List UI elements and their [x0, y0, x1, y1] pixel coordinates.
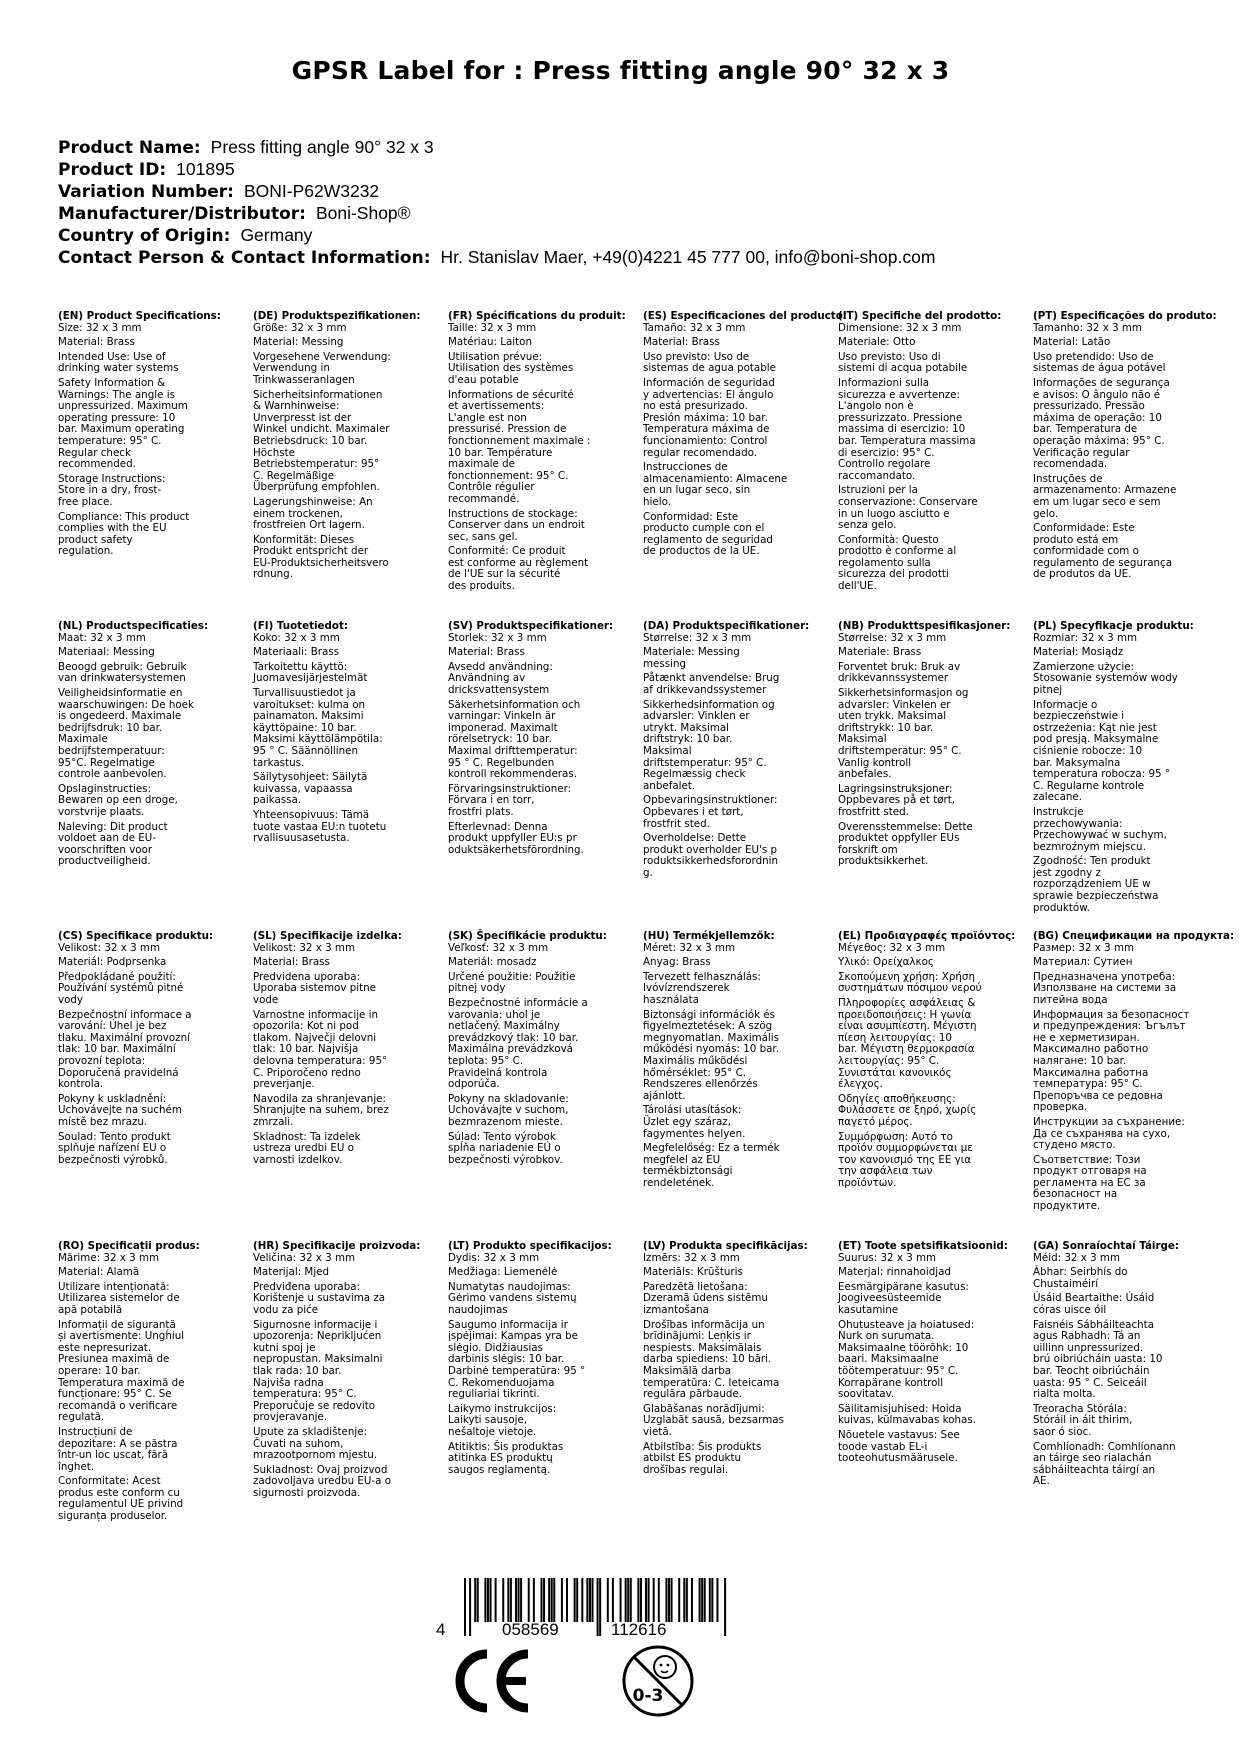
spec-paragraph: Opslaginstructies: Bewaren op een droge, vorstvrije plaats.	[58, 782, 178, 818]
spec-paragraph: Förvaringsinstruktioner: Förvara i en torr, frostfri plats.	[448, 782, 572, 818]
barcode-bar	[574, 1578, 576, 1622]
barcode-bar	[543, 1578, 545, 1622]
spec-heading: (SK) Špecifikácie produktu:	[448, 930, 607, 942]
spec-heading: (LV) Produkta specifikācijas:	[643, 1240, 808, 1252]
spec-paragraph: Zgodność: Ten produkt jest zgodny z rozporządzeniem UE w sprawie bezpieczeństwa produktów.	[1033, 855, 1159, 914]
spec-block	[253, 621, 445, 848]
spec-block	[838, 621, 1030, 871]
spec-heading: (GA) Sonraíochtaí Táirge:	[1033, 1240, 1180, 1252]
barcode-bar	[510, 1578, 512, 1622]
spec-paragraph: Laikymo instrukcijos: Laikyti sausoje, nešaltoje vietoje.	[448, 1402, 557, 1438]
spec-paragraph: Maat: 32 x 3 mm	[58, 631, 146, 644]
spec-paragraph: Materiál: mosadz	[448, 956, 537, 969]
spec-heading: (HU) Termékjellemzők:	[643, 930, 775, 942]
spec-block	[838, 1241, 1030, 1468]
spec-block	[1033, 621, 1225, 917]
spec-paragraph: Påtænkt anvendelse: Brug af drikkevandssystemer	[643, 672, 780, 696]
spec-paragraph: Storlek: 32 x 3 mm	[448, 631, 547, 644]
spec-heading: (SV) Produktspecifikationer:	[448, 620, 614, 632]
spec-paragraph: Materiaal: Messing	[58, 646, 155, 659]
spec-paragraph: Información de seguridad y advertencias: El ángulo no está presurizado. Presión máxima: 10 bar. Temperatura máxima de funcionamiento: Control regular recomendado.	[643, 376, 775, 459]
spec-paragraph: Pokyny na skladovanie: Uchovávajte v suchom, bezmrazenom mieste.	[448, 1092, 569, 1128]
spec-block	[448, 1241, 640, 1479]
spec-heading: (NB) Produkttspesifikasjoner:	[838, 620, 1011, 632]
spec-block	[448, 621, 640, 859]
info-label: Product Name:	[58, 138, 201, 158]
spec-paragraph: Instrucțiuni de depozitare: A se păstra într-un loc uscat, fără înghet.	[58, 1425, 178, 1473]
info-label: Variation Number:	[58, 182, 234, 202]
spec-paragraph: Veiligheidsinformatie en waarschuwingen: De hoek is ongedeerd. Maximale bedrijfsdruk: 10 bar. Maximale bedrijfstemperatuur: 95°C. Regelmatige controle aanbevolen.	[58, 686, 194, 781]
spec-paragraph: Sicherheitsinformationen & Warnhinweise: Unverpresst ist der Winkel undicht. Maximaler Betriebsdruck: 10 bar. Höchste Betriebstemperatur: 95° C. Regelmäßige Überprüfung empfohlen.	[253, 388, 390, 494]
spec-heading: (RO) Specificații produs:	[58, 1240, 200, 1252]
spec-paragraph: Konformität: Dieses Produkt entspricht der EU-Produktsicherheitsvero rdnung.	[253, 533, 389, 581]
spec-paragraph: Předpokládané použití: Používání systémů pitné vody	[58, 970, 184, 1006]
spec-paragraph: Conformité: Ce produit est conforme au règlement de l'UE sur la sécurité des produits.	[448, 545, 589, 593]
spec-paragraph: Säilytysohjeet: Säilytä kuivassa, vapaassa paikassa.	[253, 771, 368, 807]
spec-paragraph: Utilizare intenționată: Utilizarea sistemelor de apă potabilă	[58, 1280, 180, 1316]
spec-paragraph: Úsáid Beartaithe: Úsáid córas uisce óil	[1033, 1292, 1155, 1316]
barcode-bar	[671, 1578, 673, 1622]
info-value: BONI-P62W3232	[243, 181, 380, 201]
spec-paragraph: Σκοπούμενη χρήση: Χρήση συστημάτων πόσιμου νερού	[838, 970, 982, 995]
barcode-bar	[589, 1578, 591, 1622]
spec-paragraph: Material: Latão	[1033, 336, 1111, 349]
spec-paragraph: Πληροφορίες ασφάλειας & προειδοποιήσεις: Η γωνία είναι ασυμπίεστη. Μέγιστη πίεση λειτουργίας: 10 bar. Μέγιστη θερμοκρασία λειτουργίας: 95° C. Συνιστάται κανονικός έλεγχος.	[838, 996, 977, 1091]
spec-paragraph: Megfelelőség: Ez a termék megfelel az EU termékbiztonsági rendeletének.	[643, 1142, 780, 1189]
spec-paragraph: Tervezett felhasználás: Ivóvízrendszerek használata	[643, 970, 761, 1006]
barcode-bar	[502, 1578, 504, 1622]
spec-paragraph: Lagringsinstruksjoner: Oppbevares på et tørt, frostfritt sted.	[838, 782, 956, 818]
spec-paragraph: Medžiaga: Liemenėlė	[448, 1266, 558, 1279]
barcode-bar	[716, 1578, 718, 1622]
barcode-bar	[653, 1578, 655, 1622]
spec-paragraph: Beoogd gebruik: Gebruik van drinkwatersystemen	[58, 660, 187, 685]
barcode-bar	[701, 1578, 703, 1622]
info-label: Contact Person & Contact Information:	[58, 248, 431, 268]
barcode-bars	[436, 1578, 736, 1638]
info-row	[58, 247, 935, 269]
barcode-bar	[612, 1578, 614, 1622]
spec-paragraph: Veľkosť: 32 x 3 mm	[448, 941, 549, 954]
spec-block	[253, 931, 445, 1169]
spec-paragraph: Drošības informācija un brīdinājumi: Leņķis ir nespiests. Maksimālais darba spiediens: 10 bāri. Maksimālā darba temperatūra: C. Ieteicama regulāra pārbaude.	[643, 1318, 780, 1401]
spec-paragraph: Instruções de armazenamento: Armazene em um lugar seco e sem gelo.	[1033, 472, 1177, 520]
spec-paragraph: Material: Brass	[448, 646, 525, 659]
barcode-bar	[487, 1578, 489, 1622]
spec-block	[643, 931, 835, 1192]
spec-paragraph: Uso pretendido: Uso de sistemas de água potável	[1033, 350, 1166, 375]
barcode-bar	[484, 1578, 486, 1622]
age-warning-label: 0-3	[632, 1686, 664, 1706]
spec-paragraph: Dimensione: 32 x 3 mm	[838, 321, 962, 334]
spec-heading: (EN) Product Specifications:	[58, 310, 221, 322]
spec-paragraph: Materiale: Brass	[838, 646, 922, 659]
spec-paragraph: Izmērs: 32 x 3 mm	[643, 1251, 740, 1264]
spec-heading: (IT) Specifiche del prodotto:	[838, 310, 1002, 322]
spec-block	[643, 621, 835, 882]
spec-paragraph: Informazioni sulla sicurezza e avvertenze: L'angolo non è pressurizzato. Pressione massima di esercizio: 10 bar. Temperatura massima di esercizio: 95° C. Controllo regolare raccomandato.	[838, 376, 976, 482]
spec-paragraph: Rozmiar: 32 x 3 mm	[1033, 631, 1138, 644]
spec-block	[448, 931, 640, 1169]
barcode-bar	[648, 1578, 650, 1622]
spec-paragraph: Uso previsto: Uso di sistemi di acqua potabile	[838, 350, 968, 375]
spec-paragraph: Conformidade: Este produto está em conformidade com o regulamento de segurança de produtos da UE.	[1033, 522, 1173, 581]
spec-paragraph: Overensstemmelse: Dette produktet oppfyller EUs forskrift om produktsikkerhet.	[838, 820, 973, 868]
spec-heading: (ET) Toote spetsifikatsioonid:	[838, 1240, 1008, 1252]
spec-paragraph: Materiaali: Brass	[253, 646, 340, 659]
spec-paragraph: Pokyny k uskladnění: Uchovávejte na suchém místě bez mrazu.	[58, 1092, 182, 1128]
spec-paragraph: Sukladnost: Ovaj proizvod zadovoljava uredbu EU-a o sigurnosti proizvoda.	[253, 1463, 392, 1499]
spec-paragraph: Suurus: 32 x 3 mm	[838, 1251, 937, 1264]
spec-paragraph: Overholdelse: Dette produkt overholder EU's p roduktsikkerhedsforordnin g.	[643, 832, 779, 879]
spec-paragraph: Информация за безопасност и предупреждения: Ъгълът не е херметизиран. Максимално работно налягане: 10 bar. Максимална работна температура: 95° C. Препоръчва се редовна проверка.	[1033, 1008, 1190, 1114]
spec-paragraph: Skladnost: Ta izdelek ustreza uredbi EU o varnosti izdelkov.	[253, 1130, 361, 1166]
info-row	[58, 159, 935, 181]
spec-paragraph: Materijal: Mjed	[253, 1266, 330, 1279]
spec-paragraph: Οδηγίες αποθήκευσης: Φυλάσσετε σε ξηρό, χωρίς παγετό μέρος.	[838, 1092, 977, 1128]
spec-paragraph: Materiał: Mosiądz	[1033, 646, 1124, 659]
spec-paragraph: Glabāšanas norādījumi: Uzglabāt sausā, bezsarmas vietā.	[643, 1402, 784, 1438]
barcode-bar	[620, 1578, 622, 1622]
spec-paragraph: Velikost: 32 x 3 mm	[253, 941, 355, 954]
spec-paragraph: Súlad: Tento výrobok spĺňa nariadenie EÚ o bezpečnosti výrobkov.	[448, 1130, 563, 1166]
spec-paragraph: Safety Information & Warnings: The angle is unpressurized. Maximum operating pressure: 10 bar. Maximum operating temperature: 95° C. Regular check recommended.	[58, 376, 188, 471]
barcode-bar	[637, 1578, 639, 1622]
barcode-bar	[724, 1578, 726, 1636]
spec-paragraph: Treoracha Stórála: Stóráil in áit thirim, saor ó sioc.	[1033, 1402, 1133, 1438]
spec-paragraph: Faisnéis Sábháilteachta agus Rabhadh: Tá an uillinn unpressurized. brú oibriúcháin uasta: 10 bar. Teocht oibriúcháin uasta: 95 ° C. Seiceáil rialta molta.	[1033, 1318, 1163, 1401]
spec-paragraph: Turvallisuustiedot ja varoitukset: kulma on painamaton. Maksimi käyttöpaine: 10 bar. Maksimi käyttölämpötila: 95 ° C. Säännöllinen tarkastus.	[253, 686, 383, 769]
spec-heading: (NL) Productspecificaties:	[58, 620, 209, 632]
spec-paragraph: Mărime: 32 x 3 mm	[58, 1251, 160, 1264]
barcode-bar	[658, 1578, 660, 1622]
spec-paragraph: Predviđena uporaba: Korištenje u sustavima za vodu za piće	[253, 1280, 386, 1316]
spec-paragraph: Soulad: Tento produkt splňuje nařízení EU o bezpečnosti výrobků.	[58, 1130, 171, 1166]
spec-paragraph: Velikost: 32 x 3 mm	[58, 941, 160, 954]
barcode-bar	[607, 1578, 609, 1622]
spec-paragraph: Sikkerhetsinformasjon og advarsler: Vinkelen er uten trykk. Maksimal driftstrykk: 10 bar. Maksimal driftstemperatur: 95° C. Vanlig kontroll anbefales.	[838, 686, 969, 781]
barcode-bar	[592, 1578, 594, 1622]
barcode-bar	[548, 1578, 550, 1622]
info-row	[58, 225, 935, 247]
spec-paragraph: Tárolási utasítások: Üzlet egy száraz, fagymentes helyen.	[643, 1104, 746, 1140]
spec-paragraph: Méid: 32 x 3 mm	[1033, 1251, 1120, 1264]
spec-paragraph: Biztonsági információk és figyelmeztetések: A szög megnyomatlan. Maximális működési nyomás: 10 bar. Maximális működési hőmérséklet: 95° C. Rendszeres ellenőrzés ajánlott.	[643, 1008, 780, 1102]
spec-heading: (SL) Specifikacije izdelka:	[253, 930, 402, 942]
spec-paragraph: Istruzioni per la conservazione: Conservare in un luogo asciutto e senza gelo.	[838, 484, 978, 532]
spec-paragraph: Comhlíonadh: Comhlíonann an táirge seo rialachán sábháilteachta táirgí an AE.	[1033, 1440, 1176, 1488]
spec-block	[58, 311, 250, 561]
spec-paragraph: Numatytas naudojimas: Gėrimo vandens sistemų naudojimas	[448, 1280, 577, 1316]
spec-paragraph: Instructions de stockage: Conserver dans un endroit sec, sans gel.	[448, 507, 585, 543]
spec-heading: (BG) Спецификации на продукта:	[1033, 930, 1235, 942]
spec-paragraph: Материал: Сутиен	[1033, 956, 1133, 969]
info-value: 101895	[176, 159, 235, 179]
ce-mark-icon	[450, 1646, 535, 1716]
barcode-bar	[464, 1578, 466, 1636]
barcode-bar	[566, 1578, 568, 1622]
spec-heading: (CS) Specifikace produktu:	[58, 930, 214, 942]
barcode-bar	[599, 1578, 601, 1636]
spec-paragraph: Bezpečnostné informácie a varovania: uhol je netlačený. Maximálny prevádzkový tlak: 10 bar. Maximálna prevádzková teplota: 95° C. Pravidelná kontrola odporúča.	[448, 996, 588, 1091]
spec-paragraph: Atbilstība: Šis produkts atbilst ES produktu drošības regulai.	[643, 1440, 762, 1476]
barcode-bar	[474, 1578, 476, 1622]
spec-paragraph: Materjal: rinnahoidjad	[838, 1266, 951, 1279]
spec-paragraph: Größe: 32 x 3 mm	[253, 321, 347, 334]
spec-block	[838, 311, 1030, 596]
spec-grid	[58, 311, 1233, 1521]
barcode-bar	[668, 1578, 670, 1622]
spec-paragraph: Bezpečnostní informace a varování: Úhel je bez tlaku. Maximální provozní tlak: 10 bar. Maximální provozní teplota: Doporučená pravidelná kontrola.	[58, 1008, 192, 1091]
barcode-digits-left: 058569	[502, 1620, 559, 1639]
spec-paragraph: Υλικό: Ορείχαλκος	[838, 956, 934, 969]
spec-paragraph: Matériau: Laiton	[448, 336, 533, 349]
barcode-bar	[686, 1578, 688, 1622]
spec-paragraph: Méret: 32 x 3 mm	[643, 941, 735, 954]
spec-block	[58, 931, 250, 1169]
spec-paragraph: Navodila za shranjevanje: Shranjujte na suhem, brez zmrzali.	[253, 1092, 389, 1128]
spec-paragraph: Размер: 32 x 3 mm	[1033, 941, 1135, 954]
spec-paragraph: Säkerhetsinformation och varningar: Vinkeln är imponerad. Maximalt rörelsetryck: 10 bar. Maximal drifttemperatur: 95 ° C. Regelbunden kontroll rekommenderas.	[448, 698, 581, 781]
spec-paragraph: Veličina: 32 x 3 mm	[253, 1251, 356, 1264]
spec-paragraph: Størrelse: 32 x 3 mm	[643, 631, 752, 644]
barcode-bar	[533, 1578, 535, 1622]
spec-paragraph: Atitiktis: Šis produktas atitinka ES produktų saugos reglamentą.	[448, 1440, 564, 1476]
spec-paragraph: Yhteensopivuus: Tämä tuote vastaa EU:n tuotetu rvallisuusasetusta.	[253, 808, 387, 845]
spec-paragraph: Eesmärgipärane kasutus: Joogiveesüsteemide kasutamine	[838, 1280, 969, 1316]
spec-block	[838, 931, 1030, 1192]
spec-paragraph: Инструкции за съхранение: Да се съхранява на сухо, студено място.	[1033, 1115, 1185, 1152]
spec-paragraph: Varnostne informacije in opozorila: Kot ni pod tlakom. Največji delovni tlak: 10 bar. Najvišja delovna temperatura: 95° C. Priporočeno redno preverjanje.	[253, 1008, 388, 1091]
spec-paragraph: Materiāls: Krūšturis	[643, 1266, 743, 1279]
info-value: Hr. Stanislav Maer, +49(0)4221 45 777 00, info@boni-shop.com	[440, 247, 936, 267]
barcode-bar	[625, 1578, 627, 1622]
spec-paragraph: Avsedd användning: Användning av dricksvattensystem	[448, 660, 553, 696]
spec-paragraph: Tamanho: 32 x 3 mm	[1033, 321, 1142, 334]
barcode-bar	[528, 1578, 530, 1622]
spec-paragraph: Naleving: Dit product voldoet aan de EU- voorschriften voor productveiligheid.	[58, 820, 168, 868]
barcode-bar	[691, 1578, 693, 1622]
age-warning-icon	[620, 1643, 696, 1719]
info-value: Boni-Shop®	[315, 203, 411, 223]
barcode-bar	[541, 1578, 543, 1622]
barcode-bar	[630, 1578, 632, 1622]
spec-paragraph: Предназначена употреба: Използване на системи за питейна вода	[1033, 970, 1177, 1006]
spec-heading: (PT) Especificações do produto:	[1033, 310, 1217, 322]
spec-paragraph: Paredzētā lietošana: Dzeramā ūdens sistēmu izmantošana	[643, 1280, 768, 1316]
spec-paragraph: Forventet bruk: Bruk av drikkevannssystemer	[838, 660, 961, 685]
spec-heading: (DE) Produktspezifikationen:	[253, 310, 421, 322]
barcode-digit-first: 4	[436, 1620, 446, 1639]
spec-paragraph: Saugumo informacija ir įspėjimai: Kampas yra be slėgio. Didžiausias darbinis slėgis: 10 bar. Darbinė temperatūra: 95 ° C. Rekomenduojama reguliariai tikrinti.	[448, 1318, 586, 1401]
barcode-bar	[495, 1578, 497, 1622]
spec-paragraph: Zamierzone użycie: Stosowanie systemów wody pitnej	[1033, 660, 1178, 696]
spec-paragraph: Sigurnosne informacije i upozorenja: Neprikljućen kutni spoj je nepropustan. Maksimalni tlak rada: 10 bar. Najviša radna temperatura: 95° C. Preporučuje se redovito provjeravanje.	[253, 1318, 383, 1424]
spec-block	[58, 1241, 250, 1526]
spec-paragraph: Tarkoitettu käyttö: Juomavesijärjestelmät	[253, 660, 368, 685]
info-row	[58, 181, 935, 203]
spec-paragraph: Tamaño: 32 x 3 mm	[643, 321, 746, 334]
spec-block	[1033, 311, 1225, 584]
barcode-bar	[683, 1578, 685, 1622]
barcode-bar	[581, 1578, 583, 1622]
barcode-bar	[576, 1578, 578, 1622]
spec-heading: (PL) Specyfikacje produktu:	[1033, 620, 1194, 632]
barcode-bar	[477, 1578, 479, 1622]
spec-paragraph: Informații de siguranță și avertismente: Unghiul este nepresurizat. Presiunea maximă de operare: 10 bar. Temperatura maximă de funcționare: 95° C. Se recomandă o verificare regulată.	[58, 1318, 185, 1424]
barcode-bar	[561, 1578, 563, 1622]
spec-paragraph: Dydis: 32 x 3 mm	[448, 1251, 540, 1264]
spec-paragraph: Materiál: Podprsenka	[58, 956, 167, 969]
spec-heading: (ES) Especificaciones del producto:	[643, 310, 847, 322]
barcode-bar	[551, 1578, 553, 1622]
spec-paragraph: Taille: 32 x 3 mm	[448, 321, 537, 334]
spec-paragraph: Materiale: Messing messing	[643, 646, 740, 670]
barcode-bar	[627, 1578, 629, 1622]
page-title: GPSR Label for : Press fitting angle 90° 32 x 3	[291, 56, 950, 85]
spec-paragraph: Utilisation prévue: Utilisation des systèmes d'eau potable	[448, 350, 574, 386]
spec-paragraph: Съответствие: Този продукт отговаря на регламента на ЕС за безопасност на продуктите.	[1033, 1153, 1147, 1213]
spec-paragraph: Upute za skladištenje: Čuvati na suhom, mrazootpornom mjestu.	[253, 1425, 378, 1462]
spec-paragraph: Instrukcje przechowywania: Przechowywać w suchym, bezmroźnym miejscu.	[1033, 805, 1167, 853]
spec-block	[643, 1241, 835, 1479]
spec-paragraph: Säilitamisjuhised: Hoida kuivas, külmavabas kohas.	[838, 1402, 976, 1427]
spec-block	[253, 311, 445, 584]
product-info	[58, 137, 935, 269]
spec-paragraph: Material: Brass	[58, 336, 135, 349]
barcode-digits-right: 112616	[611, 1620, 667, 1639]
info-label: Manufacturer/Distributor:	[58, 204, 306, 224]
spec-paragraph: Material: Brass	[253, 956, 330, 969]
spec-heading: (DA) Produktspecifikationer:	[643, 620, 810, 632]
spec-block	[1033, 1241, 1225, 1491]
spec-paragraph: Størrelse: 32 x 3 mm	[838, 631, 947, 644]
spec-paragraph: Materiale: Otto	[838, 336, 916, 349]
barcode-bar	[665, 1578, 667, 1622]
barcode-bar	[520, 1578, 522, 1622]
spec-paragraph: Informações de segurança e avisos: O ângulo não é pressurizado. Pressão máxima de operação: 10 bar. Temperatura de operação máxima: 95° C. Verificação regular recomendada.	[1033, 376, 1170, 471]
spec-block	[58, 621, 250, 871]
barcode-bar	[645, 1578, 647, 1622]
barcode-bar	[699, 1578, 701, 1622]
barcode-bar	[507, 1578, 509, 1622]
spec-paragraph: Storage Instructions: Store in a dry, frost- free place.	[58, 472, 166, 508]
info-row	[58, 203, 935, 225]
barcode-bar	[515, 1578, 517, 1622]
spec-paragraph: Material: Brass	[643, 336, 720, 349]
barcode-bar	[553, 1578, 555, 1622]
spec-paragraph: Efterlevnad: Denna produkt uppfyller EU:s pr oduktsäkerhetsförordning.	[448, 820, 584, 856]
spec-paragraph: Sikkerhedsinformation og advarsler: Vinklen er utrykt. Maksimal driftstryk: 10 bar. Maksimal driftstemperatur: 95° C. Regelmæssig check anbefalet.	[643, 698, 775, 792]
barcode-bar	[597, 1578, 599, 1636]
barcode-bar	[518, 1578, 520, 1622]
spec-paragraph: Conformidad: Este producto cumple con el reglamento de seguridad de productos de la UE.	[643, 510, 773, 558]
spec-paragraph: Μέγεθος: 32 x 3 mm	[838, 941, 946, 954]
barcode-bar	[709, 1578, 711, 1622]
spec-paragraph: Intended Use: Use of drinking water systems	[58, 350, 179, 375]
spec-paragraph: Koko: 32 x 3 mm	[253, 631, 340, 644]
spec-block	[1033, 930, 1235, 1216]
barcode-bar	[711, 1578, 713, 1622]
info-value: Germany	[240, 225, 313, 245]
barcode	[436, 1578, 736, 1638]
spec-heading: (LT) Produkto specifikacijos:	[448, 1240, 612, 1252]
spec-paragraph: Predvidena uporaba: Uporaba sistemov pitne vode	[253, 970, 376, 1006]
spec-paragraph: Anyag: Brass	[643, 956, 711, 969]
info-label: Country of Origin:	[58, 226, 231, 246]
barcode-bar	[469, 1578, 471, 1636]
spec-paragraph: Informacje o bezpieczeństwie i ostrzeżenia: Kąt nie jest pod presją. Maksymalne ciśnienie robocze: 10 bar. Maksymalna temperatura robocza: 95 ° C. Regularne kontrole zalecane.	[1033, 698, 1170, 804]
spec-paragraph: Compliance: This product complies with the EU product safety regulation.	[58, 510, 190, 558]
spec-paragraph: Size: 32 x 3 mm	[58, 321, 142, 334]
spec-heading: (FI) Tuotetiedot:	[253, 620, 348, 632]
spec-paragraph: Ohutusteave ja hoiatused: Nurk on surumata. Maksimaalne töörõhk: 10 baari. Maksimaalne töötemperatuur: 95° C. Korrapärane kontroll soovitatav.	[838, 1318, 975, 1401]
spec-paragraph: Ábhar: Seirbhís do Chustaiméirí	[1033, 1266, 1128, 1290]
spec-heading: (HR) Specifikacije proizvoda:	[253, 1240, 421, 1252]
spec-paragraph: Určené použitie: Použitie pitnej vody	[448, 970, 576, 995]
barcode-bar	[640, 1578, 642, 1622]
spec-paragraph: Vorgesehene Verwendung: Verwendung in Trinkwasseranlagen	[253, 350, 391, 386]
spec-paragraph: Συμμόρφωση: Αυτό το προϊόν συμμορφώνεται με τον κανονισμό της ΕΕ για την ασφάλεια των προϊόντων.	[838, 1130, 973, 1189]
spec-paragraph: Opbevaringsinstruktioner: Opbevares i et tørt, frostfrit sted.	[643, 794, 778, 830]
spec-paragraph: Material: Alamă	[58, 1266, 140, 1279]
barcode-bar	[678, 1578, 680, 1622]
spec-block	[253, 1241, 445, 1502]
spec-paragraph: Instrucciones de almacenamiento: Almacene en un lugar seco, sin hielo.	[643, 461, 788, 508]
spec-block	[448, 311, 640, 596]
spec-paragraph: Material: Messing	[253, 336, 344, 349]
barcode-bar	[490, 1578, 492, 1622]
spec-heading: (EL) Προδιαγραφές προϊόντος:	[838, 930, 1016, 942]
barcode-bar	[586, 1578, 588, 1622]
info-value: Press fitting angle 90° 32 x 3	[210, 137, 434, 157]
spec-paragraph: Conformità: Questo prodotto è conforme al regolamento sulla sicurezza dei prodotti dell'UE.	[838, 533, 957, 593]
spec-heading: (FR) Spécifications du produit:	[448, 310, 626, 322]
spec-paragraph: Uso previsto: Uso de sistemas de agua potable	[643, 350, 776, 375]
info-label: Product ID:	[58, 160, 167, 180]
spec-paragraph: Informations de sécurité et avertissements: L'angle est non pressurisé. Pression de fonctionnement maximale : 10 bar. Température maximale de fonctionnement: 95° C. Contrôle régulier recommandé.	[448, 388, 591, 505]
spec-paragraph: Conformitate: Acest produs este conform cu regulamentul UE privind siguranța produselor.	[58, 1475, 184, 1523]
spec-paragraph: Lagerungshinweise: An einem trockenen, frostfreien Ort lagern.	[253, 495, 373, 532]
spec-paragraph: Nõuetele vastavus: See toode vastab EL-i tooteohutusmäärusele.	[838, 1428, 960, 1465]
info-row	[58, 137, 935, 159]
barcode-bar	[704, 1578, 706, 1622]
spec-block	[643, 310, 847, 561]
